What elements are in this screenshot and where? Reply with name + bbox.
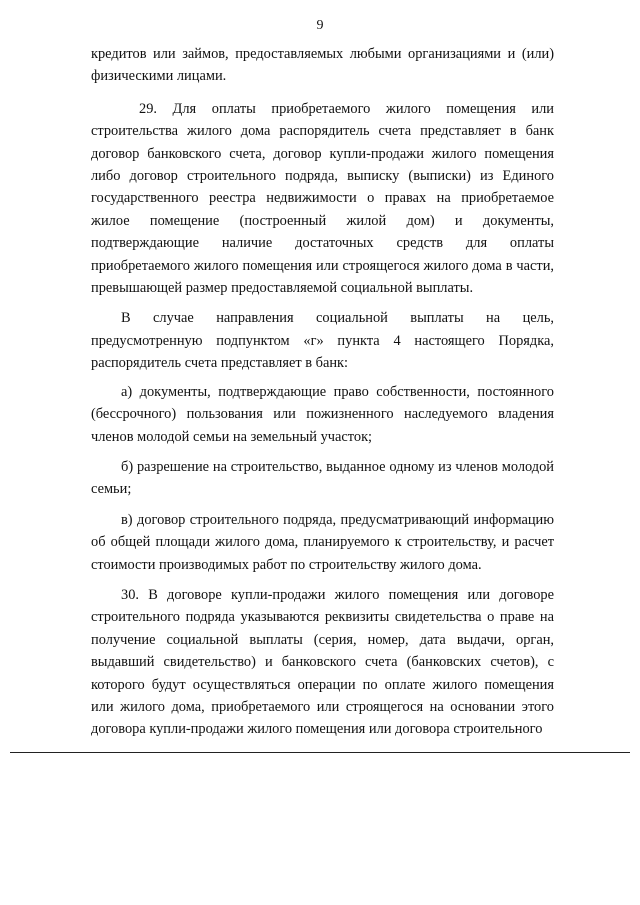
page-number: 9 <box>316 18 324 33</box>
footer-divider <box>10 752 630 753</box>
paragraph-29: 29. Для оплаты приобретаемого жилого помещения или строительства жилого дома распорядитель счета представляет в банк договор банковского счета, договор купли-продажи жилого помещения либо договор строительного подряда, выписку (выписки) из Единого государственного реестра недвижимости о правах на приобретаемое жилое помещение (построенный жилой дом) и документы, подтверждающие наличие достаточных средств для оплаты приобретаемого жилого помещения или строящегося жилого дома в части, превышающей размер предоставляемой социальной выплаты. <box>91 100 554 297</box>
document-body <box>91 43 554 741</box>
list-item-b: б) разрешение на строительство, выданное одному из членов молодой семьи; <box>91 458 554 498</box>
paragraph-case-intro: В случае направления социальной выплаты на цель, предусмотренную подпунктом «г» пункта 4 настоящего Порядка, распорядитель счета представляет в банк: <box>91 310 554 372</box>
list-item-a: а) документы, подтверждающие право собственности, постоянного (бессрочного) пользования или пожизненного наследуемого владения членов молодой семьи на земельный участок; <box>91 383 554 445</box>
list-item-v: в) договор строительного подряда, предусматривающий информацию об общей площади жилого дома, планируемого к строительству, и расчет стоимости производимых работ по строительству жилого дома. <box>91 511 554 573</box>
paragraph-continuation: кредитов или займов, предоставляемых любыми организациями и (или) физическими лицами. <box>91 46 554 85</box>
paragraph-30: 30. В договоре купли-продажи жилого помещения или договоре строительного подряда указываются реквизиты свидетельства о праве на получение социальной выплаты (серия, номер, дата выдачи, орган, выдавший свидетельство) и банковского счета (банковских счетов), с которого будут осуществляться операции по оплате жилого помещения или жилого дома, приобретаемого или строящегося на основании этого договора купли-продажи жилого помещения или договора строительного <box>91 586 554 738</box>
